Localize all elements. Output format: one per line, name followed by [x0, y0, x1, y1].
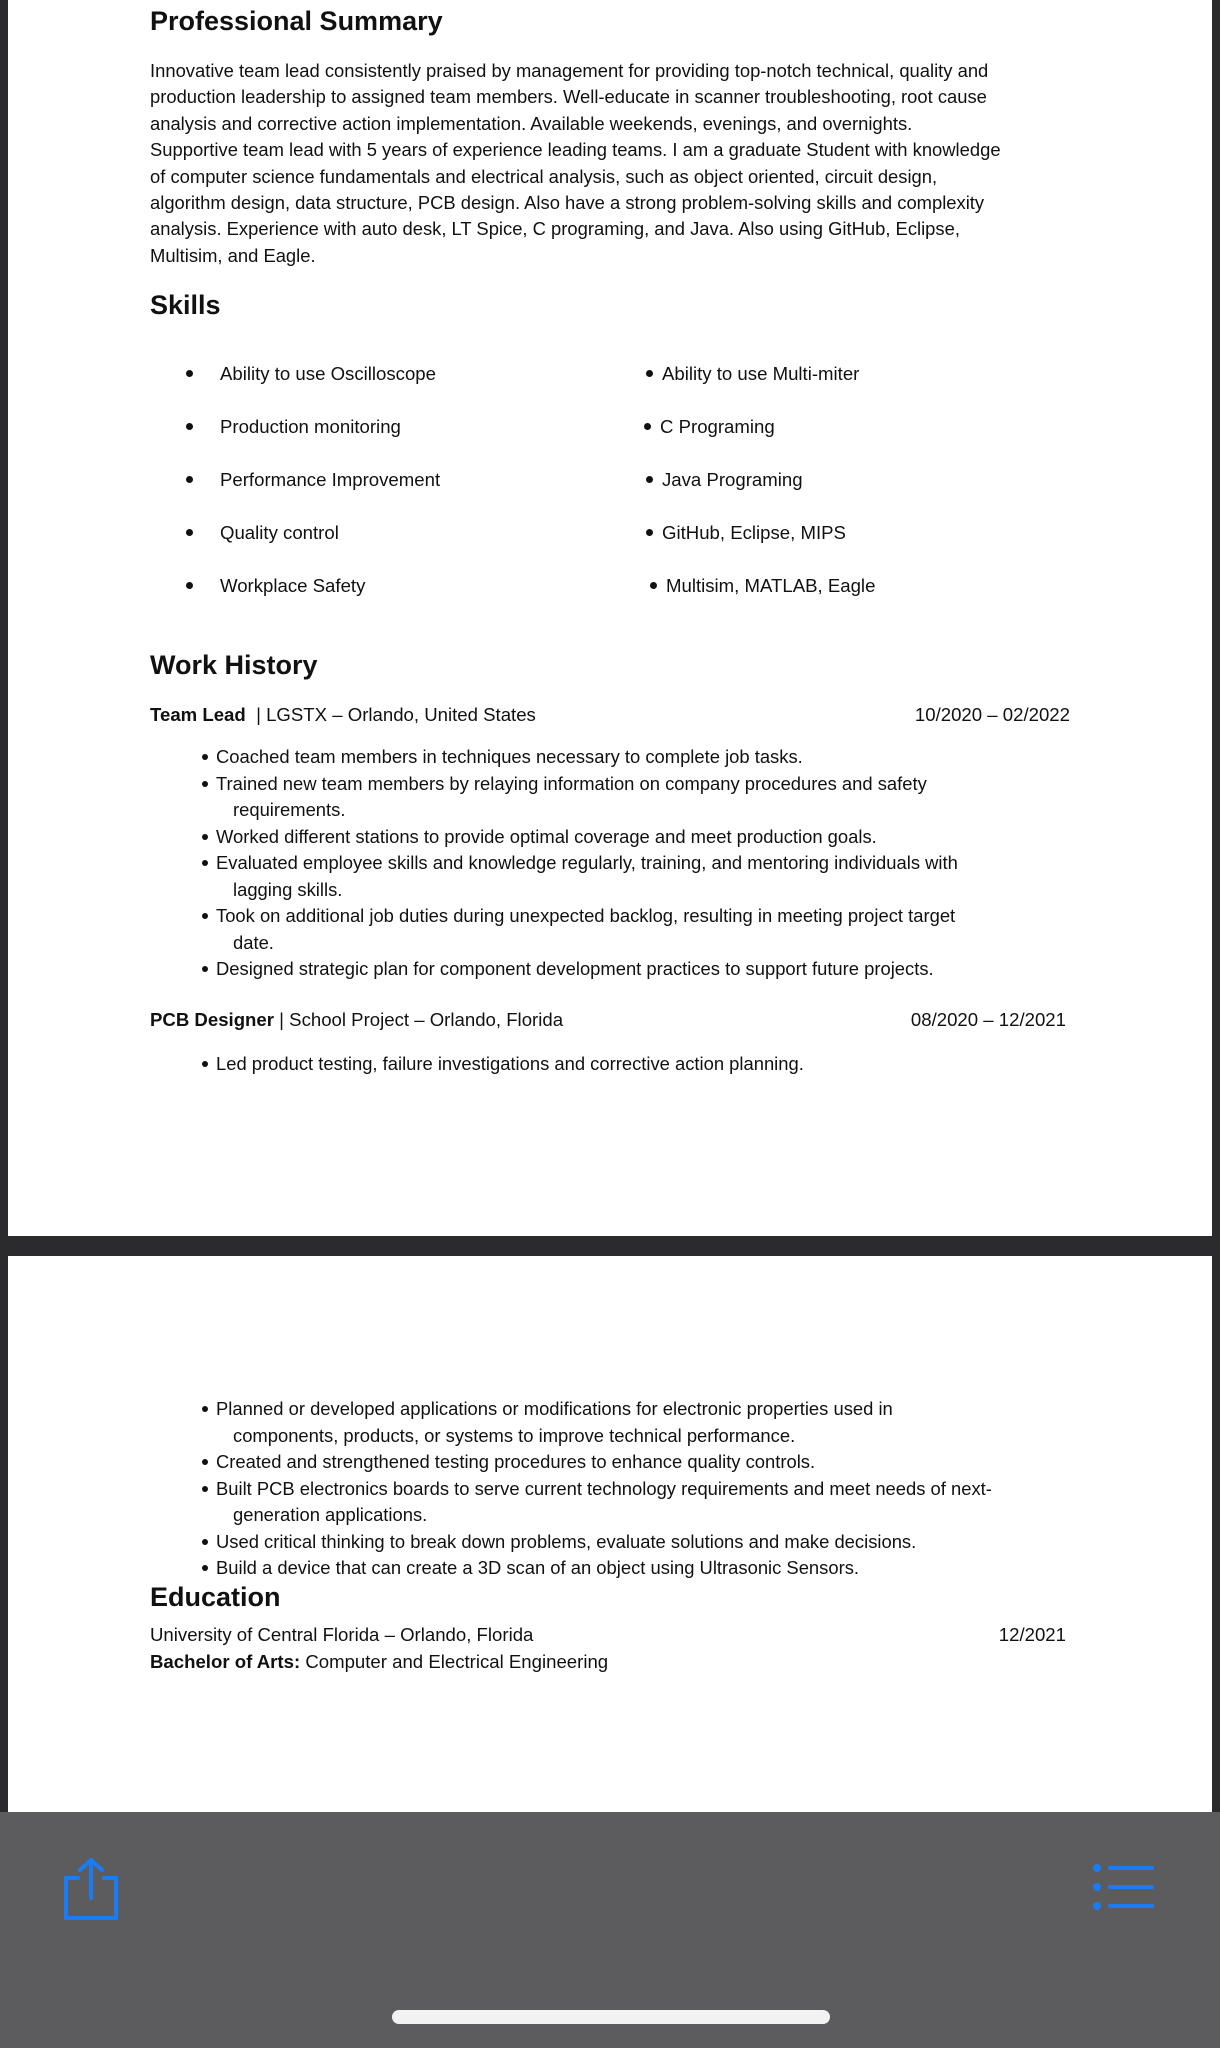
- summary-line: Multisim, and Eagle.: [150, 244, 316, 266]
- document-page-2: [8, 1256, 1212, 1812]
- skills-heading: Skills: [150, 290, 221, 320]
- degree-name: Computer and Electrical Engineering: [300, 1651, 609, 1672]
- summary-line: production leadership to assigned team members. Well-educate in scanner troubleshooting, root cause: [150, 86, 987, 108]
- job-dates: 10/2020 – 02/2022: [914, 704, 1070, 725]
- share-icon: [60, 1856, 122, 1922]
- list-item: Worked different stations to provide optimal coverage and meet production goals.: [216, 824, 1076, 851]
- skill-item: C Programing: [660, 416, 775, 438]
- summary-line: algorithm design, data structure, PCB design. Also have a strong problem-solving skills and complexity: [150, 192, 985, 214]
- job-title: PCB Designer: [150, 1009, 274, 1030]
- summary-paragraph: [150, 58, 1090, 269]
- skill-item: Ability to use Multi-miter: [662, 363, 859, 385]
- share-button[interactable]: [60, 1856, 122, 1922]
- job-bullets: [216, 1396, 1076, 1582]
- list-icon: [1090, 1862, 1158, 1912]
- education-degree-line: [150, 1651, 1070, 1673]
- job-org: | LGSTX – Orlando, United States: [245, 704, 536, 725]
- skill-item: Quality control: [220, 522, 339, 544]
- skill-item: Performance Improvement: [220, 469, 440, 491]
- summary-line: of computer science fundamentals and electrical analysis, such as object oriented, circuit design,: [150, 165, 938, 187]
- list-item: Built PCB electronics boards to serve current technology requirements and meet needs of next- generation applications.: [216, 1476, 1076, 1529]
- list-item: Took on additional job duties during unexpected backlog, resulting in meeting project target date.: [216, 903, 1076, 956]
- skill-item: GitHub, Eclipse, MIPS: [662, 522, 846, 544]
- job-title: Team Lead: [150, 704, 246, 725]
- summary-heading: Professional Summary: [150, 6, 443, 36]
- list-item: Used critical thinking to break down problems, evaluate solutions and make decisions.: [216, 1529, 1076, 1556]
- skill-item: Workplace Safety: [220, 575, 365, 597]
- list-item: Evaluated employee skills and knowledge regularly, training, and mentoring individuals with lagging skills.: [216, 850, 1076, 903]
- job-bullets: [216, 1051, 1076, 1078]
- degree-label: Bachelor of Arts:: [150, 1651, 301, 1672]
- summary-line: Supportive team lead with 5 years of experience leading teams. I am a graduate Student with knowledge: [150, 139, 1001, 161]
- table-of-contents-button[interactable]: [1090, 1862, 1158, 1912]
- list-item: Trained new team members by relaying information on company procedures and safety requirements.: [216, 771, 1076, 824]
- job-org: | School Project – Orlando, Florida: [274, 1009, 564, 1030]
- list-item: Build a device that can create a 3D scan of an object using Ultrasonic Sensors.: [216, 1555, 1076, 1582]
- work-history-heading: Work History: [150, 650, 318, 680]
- school-name: University of Central Florida – Orlando, Florida: [150, 1624, 534, 1645]
- list-item: Planned or developed applications or modifications for electronic properties used in components, products, or systems to improve technical performance.: [216, 1396, 1076, 1449]
- list-item: Designed strategic plan for component development practices to support future projects.: [216, 956, 1076, 983]
- skill-item: Production monitoring: [220, 416, 401, 438]
- home-indicator[interactable]: [392, 2010, 830, 2024]
- summary-line: analysis. Experience with auto desk, LT Spice, C programing, and Java. Also using GitHub, Eclipse,: [150, 218, 960, 240]
- list-item: Led product testing, failure investigations and corrective action planning.: [216, 1051, 1076, 1078]
- job-bullets: [216, 744, 1076, 983]
- job-dates: 08/2020 – 12/2021: [910, 1009, 1066, 1030]
- job-header: [150, 1009, 1066, 1031]
- job-header: [150, 704, 1070, 726]
- skill-item: Java Programing: [662, 469, 803, 491]
- document-page-1: [8, 0, 1212, 1236]
- summary-line: Innovative team lead consistently praised by management for providing top-notch technical, quality and: [150, 60, 989, 81]
- list-item: Coached team members in techniques necessary to complete job tasks.: [216, 744, 1076, 771]
- summary-line: analysis and corrective action implementation. Available weekends, evenings, and overnights.: [150, 112, 913, 134]
- skill-item: Multisim, MATLAB, Eagle: [666, 575, 875, 597]
- graduation-date: 12/2021: [998, 1624, 1066, 1645]
- education-heading: Education: [150, 1582, 281, 1612]
- list-item: Created and strengthened testing procedures to enhance quality controls.: [216, 1449, 1076, 1476]
- education-school-line: [150, 1624, 1066, 1646]
- skill-item: Ability to use Oscilloscope: [220, 363, 436, 385]
